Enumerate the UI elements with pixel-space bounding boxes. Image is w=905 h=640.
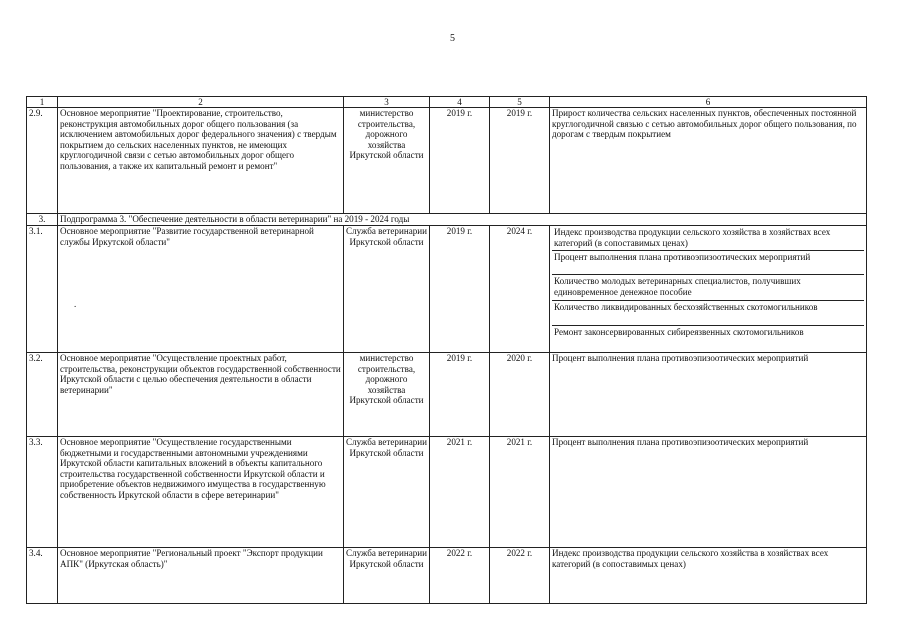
activity-name: Основное мероприятие "Региональный проект "Экспорт продукции АПК" (Иркутская область)" [58, 548, 344, 604]
indicator: Количество ликвидированных бесхозяйственных скотомогильников [552, 301, 864, 326]
executor: министерство строительства, дорожного хозяйства Иркутской области [344, 353, 430, 437]
row-number: 3.4. [27, 548, 58, 604]
header-cell: 4 [430, 97, 490, 108]
executor: Служба ветеринарии Иркутской области [344, 548, 430, 604]
program-table [26, 96, 867, 604]
executor: Служба ветеринарии Иркутской области [344, 226, 430, 353]
start-year: 2022 г. [430, 548, 490, 604]
table-row [27, 226, 867, 353]
activity-name: Основное мероприятие "Развитие государственной ветеринарной службы Иркутской области" [58, 226, 344, 353]
end-year: 2022 г. [490, 548, 550, 604]
header-cell: 5 [490, 97, 550, 108]
indicator: Ремонт законсервированных сибиреязвенных скотомогильников [554, 327, 804, 337]
header-cell: 6 [550, 97, 867, 108]
indicator: Процент выполнения плана противоэпизоотических мероприятий [552, 251, 864, 275]
header-cell: 3 [344, 97, 430, 108]
table-row [27, 437, 867, 548]
row-number: 3.2. [27, 353, 58, 437]
indicator: Прирост количества сельских населенных пунктов, обеспеченных постоянной круглогодичной связью с сетью автомобильных дорог общего пользования, по дорогам с твердым покрытием [550, 108, 867, 214]
start-year: 2019 г. [430, 353, 490, 437]
row-number: 3.1. [27, 226, 58, 353]
indicator: Индекс производства продукции сельского хозяйства в хозяйствах всех категорий (в сопоставимых ценах) [550, 548, 867, 604]
row-number: 2.9. [27, 108, 58, 214]
end-year: 2019 г. [490, 108, 550, 214]
executor: министерство строительства, дорожного хозяйства Иркутской области [344, 108, 430, 214]
header-cell: 1 [27, 97, 58, 108]
header-cell: 2 [58, 97, 344, 108]
subprogram-title: Подпрограмма 3. "Обеспечение деятельности в области ветеринарии" на 2019 - 2024 годы [58, 214, 867, 226]
table-row [27, 353, 867, 437]
stray-mark: . [74, 299, 77, 309]
header-row [27, 97, 867, 108]
subprogram-row [27, 214, 867, 226]
row-number: 3.3. [27, 437, 58, 548]
indicator-list [550, 226, 867, 353]
end-year: 2021 г. [490, 437, 550, 548]
indicator: Количество молодых ветеринарных специалистов, получивших единовременное денежное пособие [552, 275, 864, 301]
table-row [27, 548, 867, 604]
end-year: 2024 г. [490, 226, 550, 353]
activity-name: Основное мероприятие "Осуществление проектных работ, строительства, реконструкции объектов государственной собственности Иркутской области с целью обеспечения деятельности в области ветеринарии" [58, 353, 344, 437]
indicator: Процент выполнения плана противоэпизоотических мероприятий [550, 437, 867, 548]
subprogram-number: 3. [27, 214, 58, 226]
activity-name: Основное мероприятие "Проектирование, строительство, реконструкция автомобильных дорог общего пользования (за исключением автомобильных дорог федерального значения) с твердым покрытием до сельских населенных пунктов, не имеющих круглогодичной связи с сетью автомобильных дорог общего пользования, а также их капитальный ремонт и ремонт" [58, 108, 344, 214]
indicator: Индекс производства продукции сельского хозяйства в хозяйствах всех категорий (в сопоставимых ценах) [552, 226, 864, 251]
end-year: 2020 г. [490, 353, 550, 437]
activity-name: Основное мероприятие "Осуществление государственными бюджетными и государственными автономными учреждениями Иркутской области капитальных вложений в объекты капитального строительства государственной собственности Иркутской области и приобретение объектов недвижимого имущества в государственную собственность Иркутской области в сфере ветеринарии" [58, 437, 344, 548]
indicator: Процент выполнения плана противоэпизоотических мероприятий [550, 353, 867, 437]
table-row [27, 108, 867, 214]
start-year: 2021 г. [430, 437, 490, 548]
start-year: 2019 г. [430, 226, 490, 353]
executor: Служба ветеринарии Иркутской области [344, 437, 430, 548]
page-number: 5 [450, 33, 455, 44]
start-year: 2019 г. [430, 108, 490, 214]
